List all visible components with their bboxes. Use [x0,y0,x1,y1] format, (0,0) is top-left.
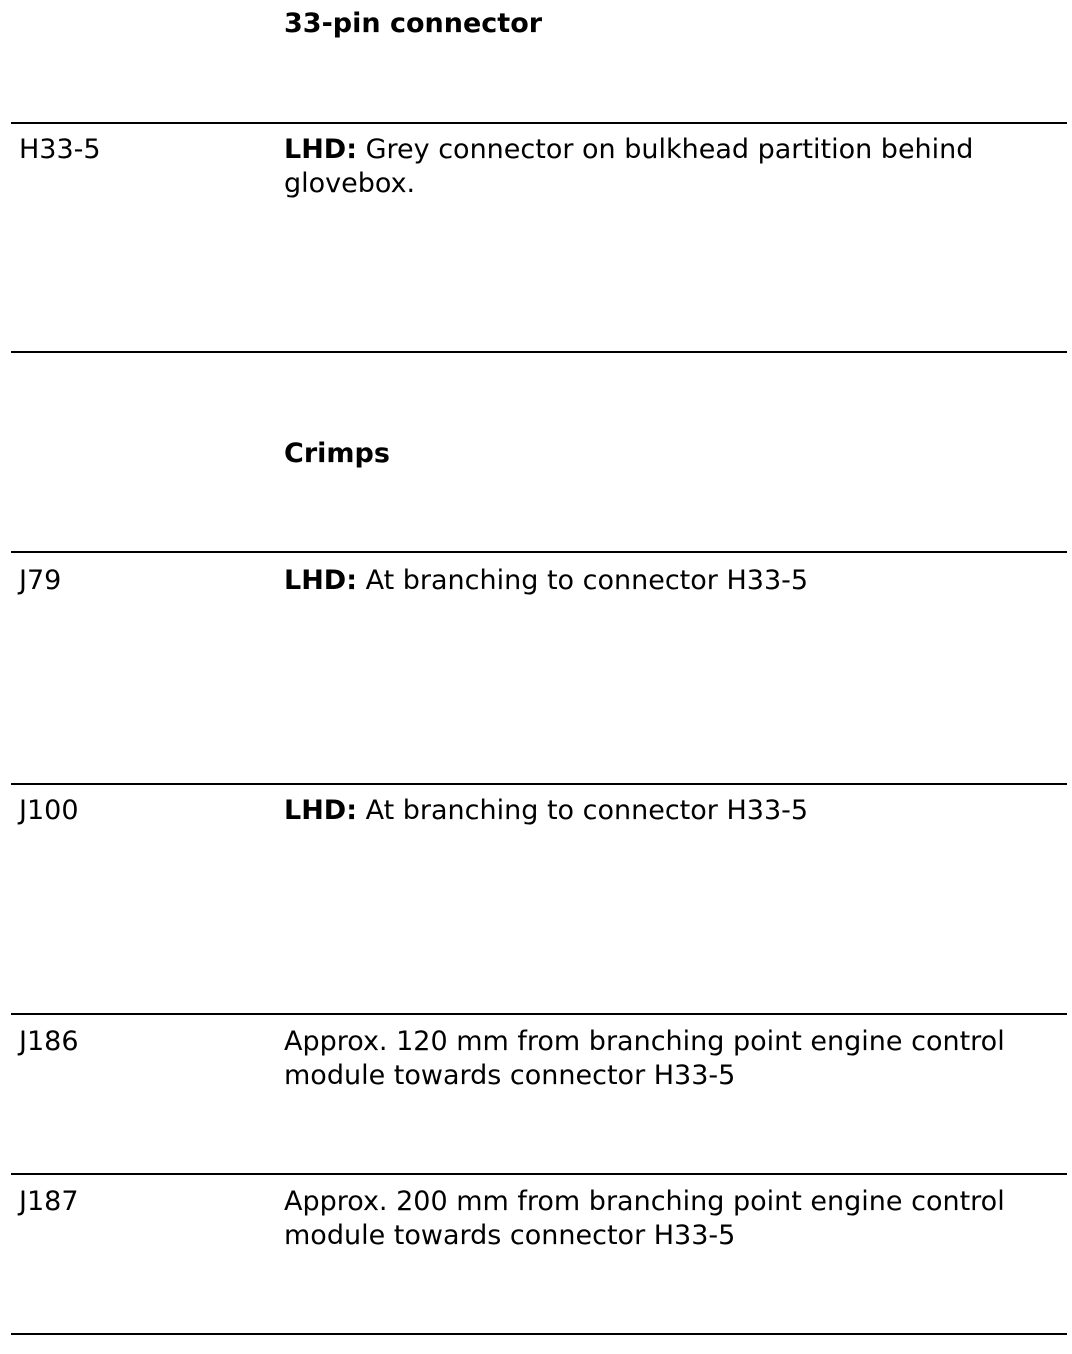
row-divider [11,122,1067,124]
component-code: J186 [19,1026,79,1057]
component-location [284,1025,1054,1093]
row-divider [11,1013,1067,1015]
location-text: Approx. 120 mm from branching point engine control module towards connector H33-5 [284,1026,1005,1091]
row-divider [11,783,1067,785]
component-code: J100 [19,795,79,826]
section-heading-crimps: Crimps [284,438,390,469]
row-divider [11,551,1067,553]
row-divider [11,351,1067,353]
component-code: J187 [19,1186,79,1217]
component-location [284,794,1054,828]
component-location [284,133,1054,201]
lhd-label: LHD: [284,795,358,826]
location-text: At branching to connector H33-5 [357,795,809,826]
lhd-label: LHD: [284,134,358,165]
location-text: Approx. 200 mm from branching point engine control module towards connector H33-5 [284,1186,1005,1251]
row-divider [11,1173,1067,1175]
location-text: Grey connector on bulkhead partition behind glovebox. [284,134,974,199]
lhd-label: LHD: [284,565,358,596]
row-divider [11,1333,1067,1335]
section-heading-33-pin-connector: 33-pin connector [284,8,543,39]
component-code: H33-5 [19,134,101,165]
component-code: J79 [19,565,62,596]
component-location [284,1185,1054,1253]
component-location [284,564,1054,598]
location-text: At branching to connector H33-5 [357,565,809,596]
